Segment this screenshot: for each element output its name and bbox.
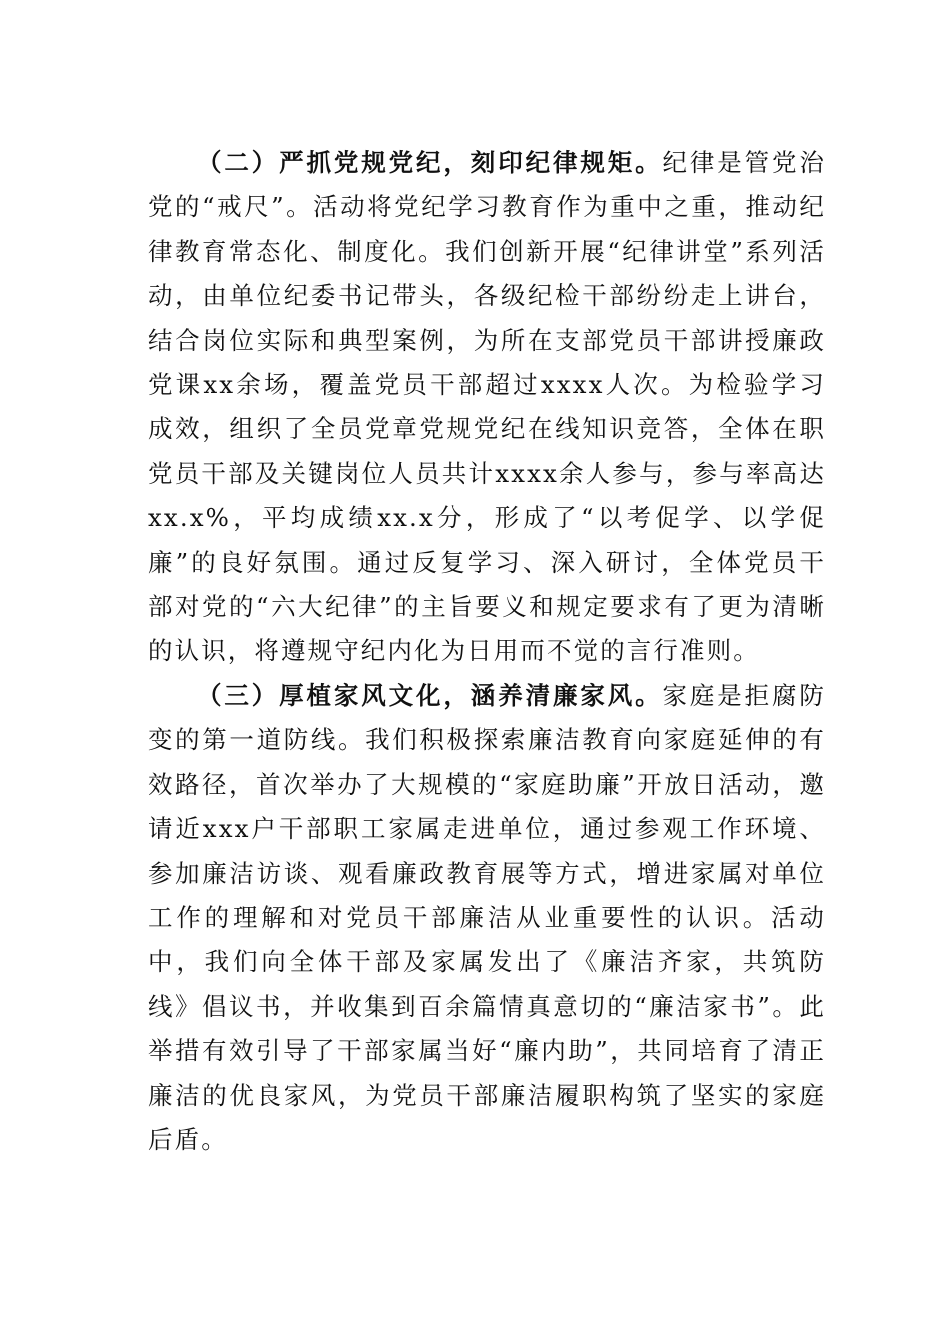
paragraph-text: 家庭是拒腐防变的第一道防线。我们积极探索廉洁教育向家庭延伸的有效路径，首次举办了大规模的“家庭助廉”开放日活动，邀请近xxx户干部职工家属走进单位，通过参观工作环境、参加廉洁访谈、观看廉政教育展等方式，增进家属对单位工作的理解和对党员干部廉洁从业重要性的认识。活动中，我们向全体干部及家属发出了《廉洁齐家，共筑防线》倡议书，并收集到百余篇情真意切的“廉洁家书”。此举措有效引导了干部家属当好“廉内助”，共同培育了清正廉洁的优良家风，为党员干部廉洁履职构筑了坚实的家庭后盾。 <box>148 680 826 1154</box>
paragraph-family-culture <box>148 674 826 1162</box>
document-body <box>148 141 826 1162</box>
paragraph-text: 纪律是管党治党的“戒尺”。活动将党纪学习教育作为重中之重，推动纪律教育常态化、制度化。我们创新开展“纪律讲堂”系列活动，由单位纪委书记带头，各级纪检干部纷纷走上讲台，结合岗位实际和典型案例，为所在支部党员干部讲授廉政党课xx余场，覆盖党员干部超过xxxx人次。为检验学习成效，组织了全员党章党规党纪在线知识竞答，全体在职党员干部及关键岗位人员共计xxxx余人参与，参与率高达xx.x%，平均成绩xx.x分，形成了“以考促学、以学促廉”的良好氛围。通过反复学习、深入研讨，全体党员干部对党的“六大纪律”的主旨要义和规定要求有了更为清晰的认识，将遵规守纪内化为日用而不觉的言行准则。 <box>148 148 826 666</box>
paragraph-heading: （三）厚植家风文化，涵养清廉家风。 <box>197 680 663 710</box>
paragraph-heading: （二）严抓党规党纪，刻印纪律规矩。 <box>197 148 663 177</box>
paragraph-discipline <box>148 141 826 674</box>
